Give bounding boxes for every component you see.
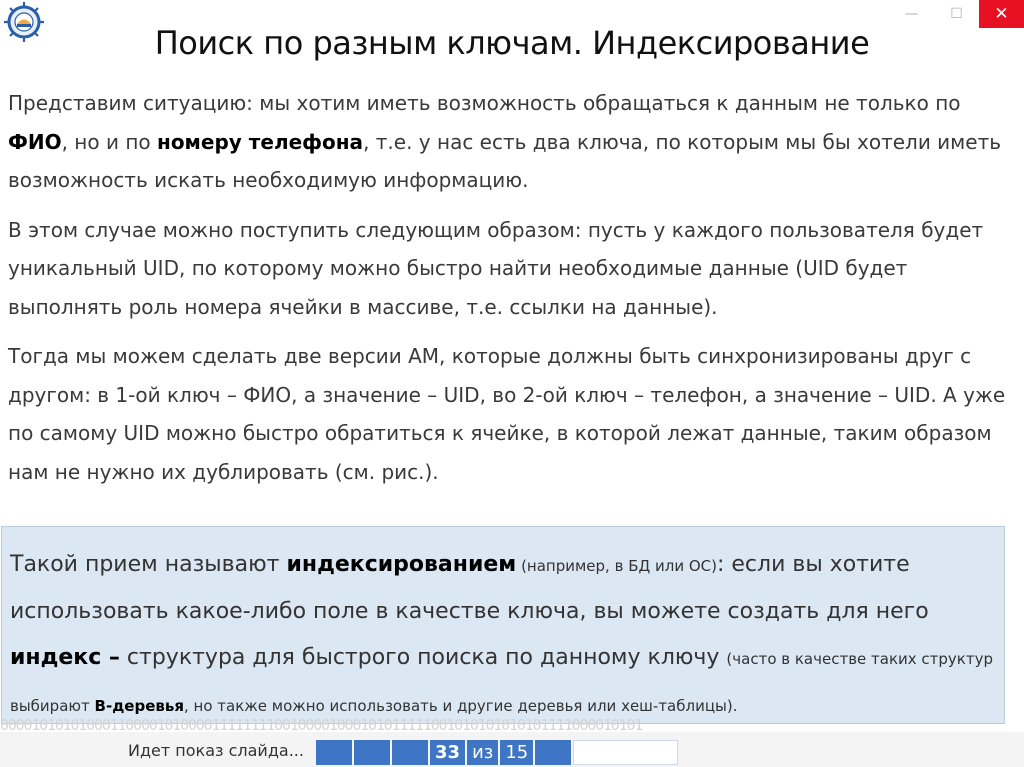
slide-title: Поиск по разным ключам. Индексирование <box>154 24 870 62</box>
paragraph-1: Представим ситуацию: мы хотим иметь возможность обращаться к данным не только по ФИО, но и по номеру телефона, т.е. у нас есть два ключа, по которым мы бы хотели иметь возможность искать необходимую информацию. <box>8 91 1002 192</box>
progress-segment <box>354 740 390 765</box>
slideshow-status-label: Идет показ слайда... <box>128 741 304 760</box>
indexing-callout: Такой прием называют индексированием (например, в БД или ОС): если вы хотите использовать какое-либо поле в качестве ключа, вы можете создать для него индекс – структура для быстрого поиска по данному ключу (часто в качестве таких структур выбирают B-деревья, но также можно использовать и другие деревья или хеш-таблицы). <box>1 526 1005 724</box>
maximize-button[interactable]: ☐ <box>950 6 963 22</box>
progress-segment <box>392 740 428 765</box>
slide-progress-bar[interactable] <box>316 740 680 765</box>
progress-segment <box>316 740 352 765</box>
progress-remaining <box>573 740 678 765</box>
of-label: из <box>467 740 498 765</box>
current-slide-number: 33 <box>430 740 465 765</box>
binary-decoration: 0000101010100011000010100001111111100100001000101011111001010101010101111000010101 <box>0 718 643 732</box>
minimize-button[interactable]: — <box>904 6 919 22</box>
paragraph-2: В этом случае можно поступить следующим образом: пусть у каждого пользователя будет уникальный UID, по которому можно быстро найти необходимые данные (UID будет выполнять роль номера ячейки в массиве, т.е. ссылки на данные). <box>8 217 984 319</box>
close-button[interactable]: ✕ <box>979 0 1024 28</box>
progress-segment <box>535 740 571 765</box>
paragraph-3: Тогда мы можем сделать две версии АМ, которые должны быть синхронизированы друг с другом: в 1-ой ключ – ФИО, а значение – UID, во 2-ой ключ – телефон, а значение – UID. А уже по самому UID можно быстро обратиться к ячейке, в которой лежат данные, таким образом нам не нужно их дублировать (см. рис.). <box>8 344 1006 484</box>
total-slides-number: 15 <box>500 740 533 765</box>
slide-body <box>8 84 1016 502</box>
